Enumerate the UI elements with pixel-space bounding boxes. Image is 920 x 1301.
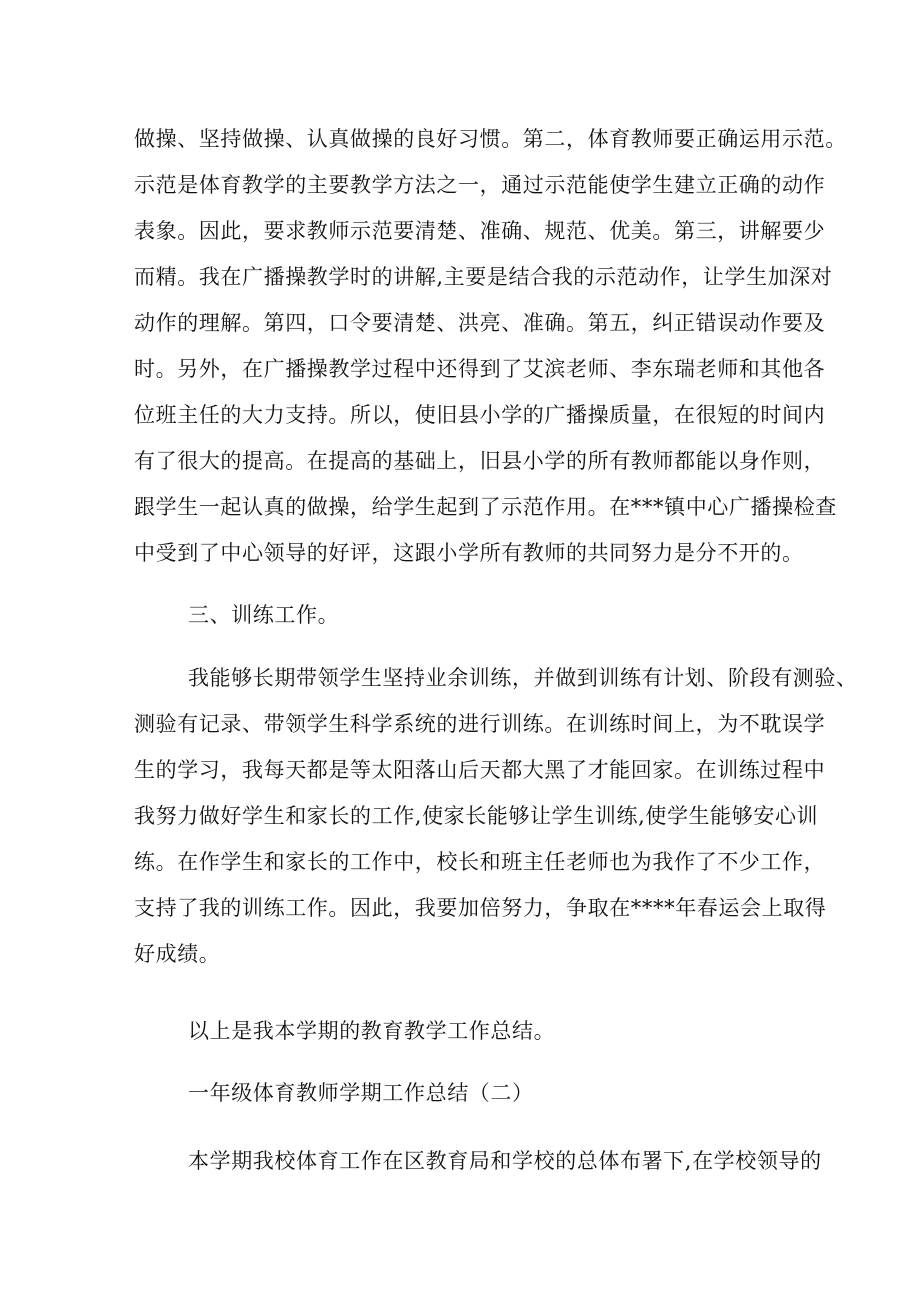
- text-line: 动作的理解。第四，口令要清楚、洪亮、准确。第五，纠正错误动作要及: [134, 311, 826, 335]
- text-line: 练。在作学生和家长的工作中，校长和班主任老师也为我作了不少工作，: [134, 850, 826, 874]
- document-subtitle: 一年级体育教师学期工作总结（二）: [188, 1081, 534, 1105]
- text-line: 支持了我的训练工作。因此，我要加倍努力，争取在****年春运会上取得: [134, 896, 827, 920]
- summary-line: 以上是我本学期的教育教学工作总结。: [188, 1019, 556, 1043]
- text-line: 表象。因此，要求教师示范要清楚、准确、规范、优美。第三，讲解要少: [134, 219, 826, 243]
- text-line: 中受到了中心领导的好评，这跟小学所有教师的共同努力是分不开的。: [134, 541, 804, 565]
- text-line: 跟学生一起认真的做操，给学生起到了示范作用。在***镇中心广播操检查: [134, 495, 837, 519]
- section-heading: 三、训练工作。: [188, 603, 340, 627]
- text-line: 而精。我在广播操教学时的讲解,主要是结合我的示范动作，让学生加深对: [134, 265, 833, 289]
- text-line: 时。另外，在广播操教学过程中还得到了艾滨老师、李东瑞老师和其他各: [134, 357, 826, 381]
- text-line: 我能够长期带领学生坚持业余训练，并做到训练有计划、阶段有测验、: [188, 666, 858, 690]
- text-line: 示范是体育教学的主要教学方法之一，通过示范能使学生建立正确的动作: [134, 173, 826, 197]
- text-line: 我努力做好学生和家长的工作,使家长能够让学生训练,使学生能够安心训: [134, 804, 819, 828]
- text-line: 做操、坚持做操、认真做操的良好习惯。第二，体育教师要正确运用示范。: [134, 127, 847, 151]
- text-line: 位班主任的大力支持。所以，使旧县小学的广播操质量，在很短的时间内: [134, 403, 826, 427]
- text-line: 有了很大的提高。在提高的基础上，旧县小学的所有教师都能以身作则，: [134, 449, 826, 473]
- text-line: 好成绩。: [134, 942, 221, 966]
- text-line: 生的学习，我每天都是等太阳落山后天都大黑了才能回家。在训练过程中: [134, 758, 826, 782]
- text-line: 本学期我校体育工作在区教育局和学校的总体布署下,在学校领导的: [188, 1149, 822, 1173]
- text-line: 测验有记录、带领学生科学系统的进行训练。在训练时间上，为不耽误学: [134, 712, 826, 736]
